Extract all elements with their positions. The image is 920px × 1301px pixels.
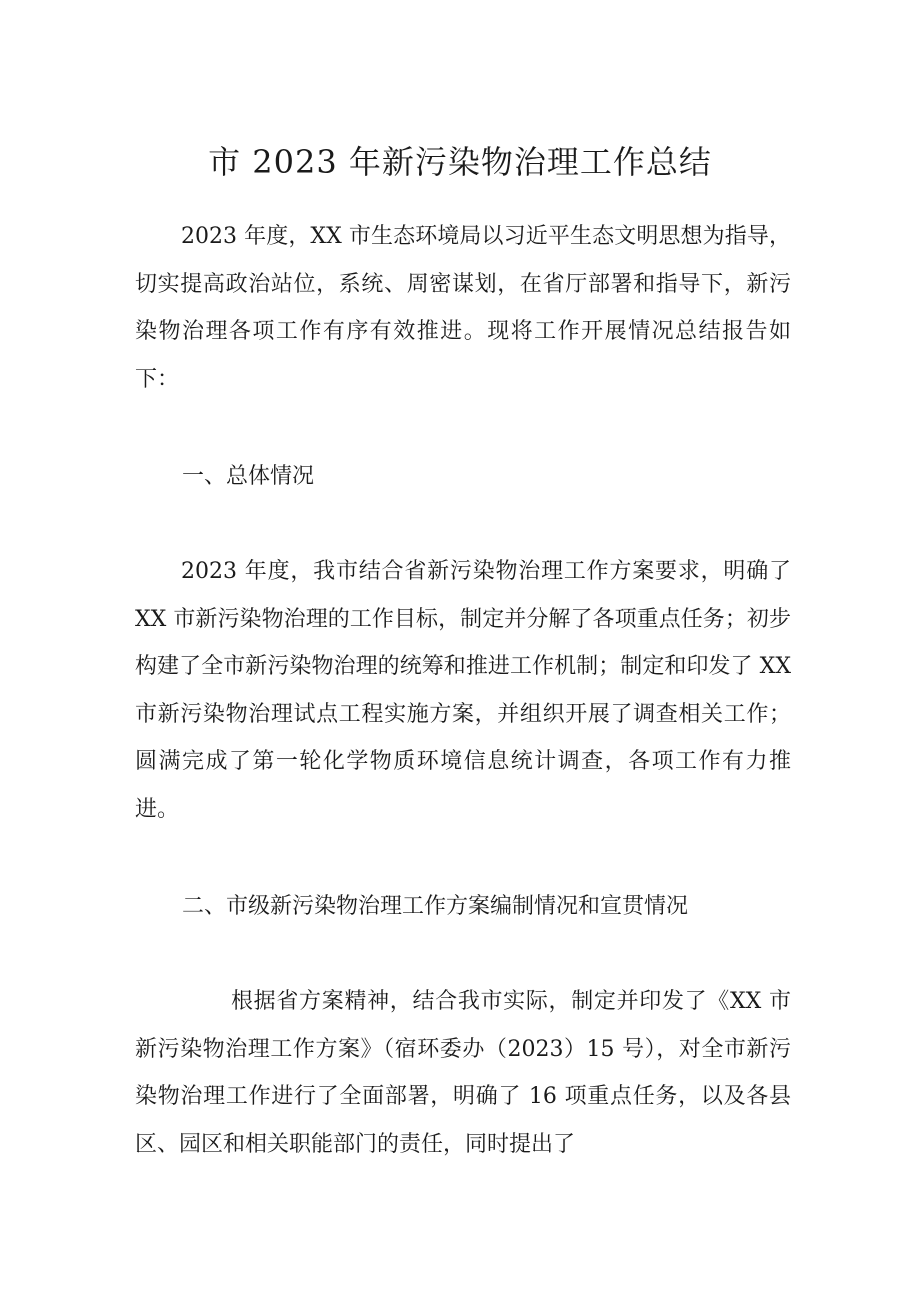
section2-heading: 二、市级新污染物治理工作方案编制情况和宣贯情况 xyxy=(182,894,689,919)
section1-heading: 一、总体情况 xyxy=(182,464,315,489)
section2-paragraph: 根据省方案精神，结合我市实际，制定并印发了《XX 市新污染物治理工作方案》（宿环委办（2023）15 号），对全市新污染物治理工作进行了全面部署，明确了 16 项重点任务，以及各县区、园区和相关职能部门的责任，同时提出了 xyxy=(135,989,791,1157)
section1-paragraph: 2023 年度，我市结合省新污染物治理工作方案要求，明确了 XX 市新污染物治理的工作目标，制定并分解了各项重点任务；初步构建了全市新污染物治理的统筹和推进工作机制；制定和印发了 XX 市新污染物治理试点工程实施方案，并组织开展了调查相关工作；圆满完成了第一轮化学物质环境信息统计调查，各项工作有力推进。 xyxy=(135,559,791,822)
intro-paragraph: 2023 年度，XX 市生态环境局以习近平生态文明思想为指导，切实提高政治站位，系统、周密谋划，在省厅部署和指导下，新污染物治理各项工作有序有效推进。现将工作开展情况总结报告如下： xyxy=(135,224,791,392)
document-title: 市 2023 年新污染物治理工作总结 xyxy=(208,143,712,181)
